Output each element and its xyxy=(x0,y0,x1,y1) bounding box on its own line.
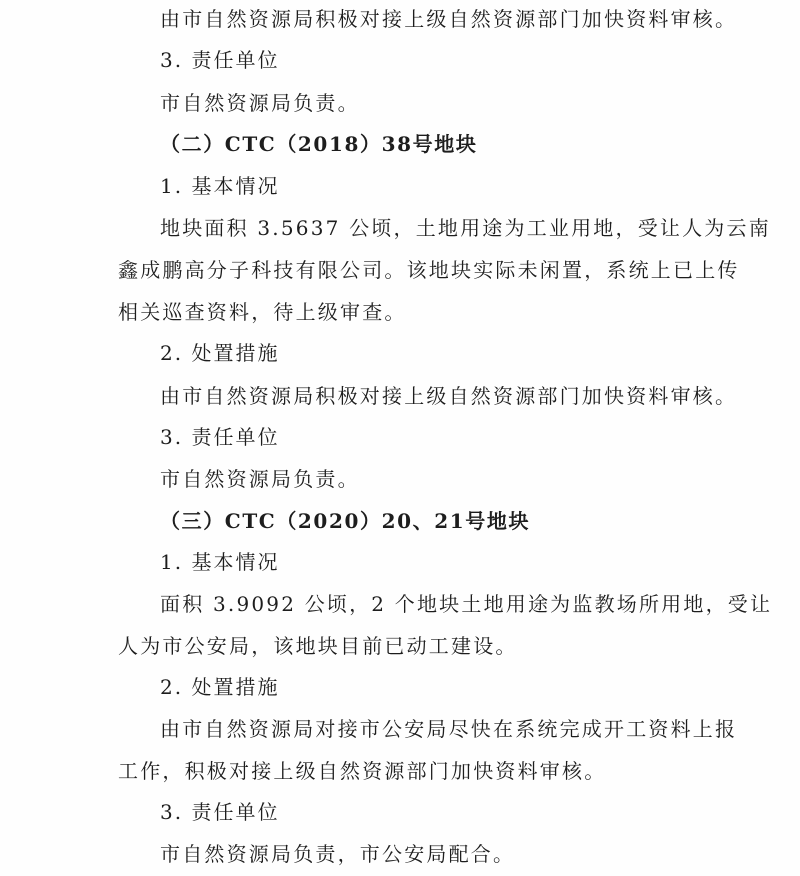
paragraph-line: 人为市公安局，该地块目前已动工建设。 xyxy=(118,634,518,658)
section-heading: （三）CTC（2020）20、21号地块 xyxy=(160,509,531,533)
section-heading: （二）CTC（2018）38号地块 xyxy=(160,132,478,156)
section-item-heading: 1. 基本情况 xyxy=(160,550,280,574)
section-item-heading: 1. 基本情况 xyxy=(160,174,280,198)
paragraph-line: 面积 3.9092 公顷，2 个地块土地用途为监教场所用地，受让 xyxy=(160,592,773,616)
paragraph-line: 由市自然资源局积极对接上级自然资源部门加快资料审核。 xyxy=(160,7,738,31)
paragraph-line: 地块面积 3.5637 公顷，土地用途为工业用地，受让人为云南 xyxy=(160,216,771,240)
paragraph-line: 由市自然资源局积极对接上级自然资源部门加快资料审核。 xyxy=(160,384,738,408)
paragraph-line: 工作，积极对接上级自然资源部门加快资料审核。 xyxy=(118,759,607,783)
section-item-heading: 3. 责任单位 xyxy=(160,48,280,72)
section-item-heading: 2. 处置措施 xyxy=(160,341,280,365)
paragraph-line: 鑫成鹏高分子科技有限公司。该地块实际未闲置，系统上已上传 xyxy=(118,258,740,282)
paragraph-line: 由市自然资源局对接市公安局尽快在系统完成开工资料上报 xyxy=(160,717,738,741)
section-item-heading: 3. 责任单位 xyxy=(160,425,280,449)
paragraph-line: 相关巡查资料，待上级审查。 xyxy=(118,300,407,324)
paragraph-line: 市自然资源局负责，市公安局配合。 xyxy=(160,842,516,866)
section-item-heading: 2. 处置措施 xyxy=(160,675,280,699)
section-item-heading: 3. 责任单位 xyxy=(160,800,280,824)
paragraph-line: 市自然资源局负责。 xyxy=(160,467,360,491)
paragraph-line: 市自然资源局负责。 xyxy=(160,91,360,115)
